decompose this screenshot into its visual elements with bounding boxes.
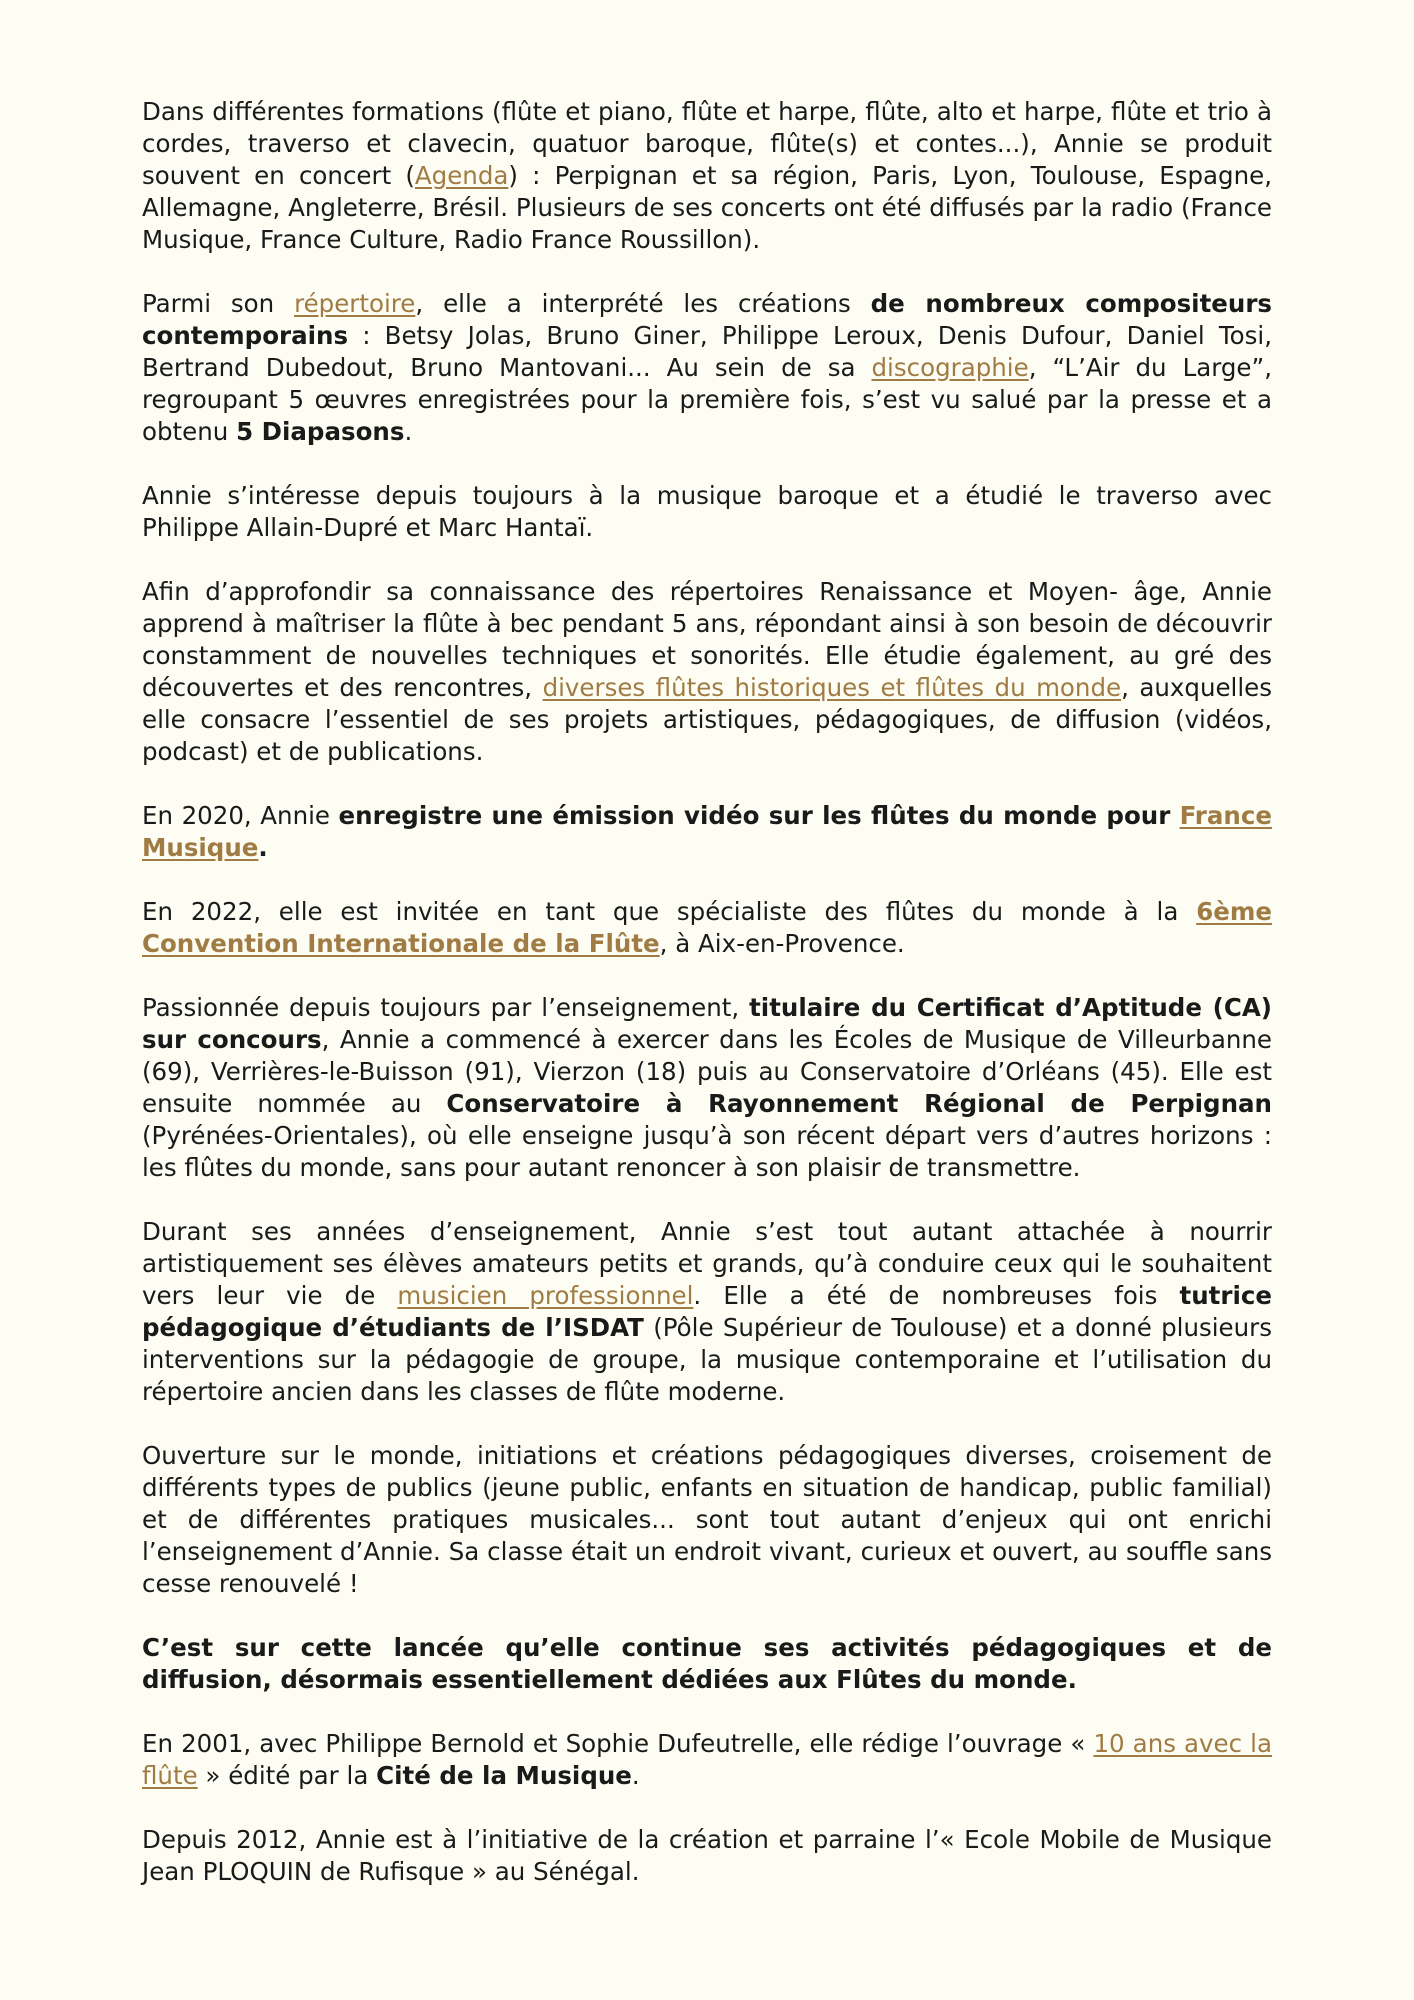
biography-document	[142, 96, 1272, 1888]
paragraph-renaissance	[142, 576, 1272, 768]
paragraph-baroque	[142, 480, 1272, 544]
diapasons-highlight: 5 Diapasons	[236, 417, 405, 446]
paragraph-2001	[142, 1728, 1272, 1792]
text-span: , “L’Air du Large”, regroupant 5 œuvres enregistrées pour la première fois, s’est vu salué par la presse et a obtenu	[142, 353, 1272, 446]
text-span: , auxquelles elle consacre l’essentiel de ses projets artistiques, pédagogiques, de diffusion (vidéos, podcast) et de publications.	[142, 673, 1273, 766]
text-span: Passionnée depuis toujours par l’enseignement,	[142, 993, 750, 1022]
text-span: .	[404, 417, 413, 446]
conservatoire-highlight: Conservatoire à Rayonnement Régional de Perpignan	[446, 1089, 1272, 1118]
text-span: En 2022, elle est invitée en tant que spécialiste des flûtes du monde à la	[142, 897, 1197, 926]
paragraph-students	[142, 1216, 1272, 1408]
paragraph-teaching	[142, 992, 1272, 1184]
cite-musique-highlight: Cité de la Musique	[376, 1761, 632, 1790]
text-span: Afin d’approfondir sa connaissance des répertoires Renaissance et Moyen- âge, Annie apprend à maîtriser la flûte à bec pendant 5 ans, répondant ainsi à son besoin de découvrir constamment de nouvelles techniques et sonorités. Elle étudie également, au gré des découvertes et des rencontres,	[142, 577, 1272, 702]
text-span: Parmi son	[142, 289, 295, 318]
paragraph-concerts	[142, 96, 1272, 256]
composers-highlight: de nombreux compositeurs contemporains	[142, 289, 1273, 350]
text-span: Dans différentes formations (flûte et piano, flûte et harpe, flûte, alto et harpe, flûte et trio à cordes, traverso et clavecin, quatuor baroque, flûte(s) et contes...), Annie se produit souvent en concert (	[142, 97, 1272, 190]
period-bold: .	[258, 833, 268, 862]
paragraph-continuation	[142, 1632, 1272, 1696]
text-span: En 2020, Annie	[142, 801, 339, 830]
text-span: , Annie a commencé à exercer dans les Écoles de Musique de Villeurbanne (69), Verrières-le-Buisson (91), Vierzon (18) puis au Conservatoire d’Orléans (45). Elle est ensuite nommée au	[142, 1025, 1272, 1118]
text-span: : Betsy Jolas, Bruno Giner, Philippe Leroux, Denis Dufour, Daniel Tosi, Bertrand Dubedout, Bruno Mantovani... Au sein de sa	[142, 321, 1272, 382]
text-span: Durant ses années d’enseignement, Annie s’est tout autant attachée à nourrir artistiquement ses élèves amateurs petits et grands, qu’à conduire ceux qui le souhaitent vers leur vie de	[142, 1217, 1272, 1310]
text-span: , à Aix-en-Provence.	[659, 929, 905, 958]
discographie-link[interactable]: discographie	[871, 353, 1029, 382]
convention-link[interactable]: 6ème Convention Internationale de la Flûte	[142, 897, 1272, 958]
paragraph-openness	[142, 1440, 1272, 1600]
agenda-link[interactable]: Agenda	[414, 161, 509, 190]
musicien-professionnel-link[interactable]: musicien professionnel	[397, 1281, 694, 1310]
paragraph-2022	[142, 896, 1272, 960]
text-span: ) : Perpignan et sa région, Paris, Lyon, Toulouse, Espagne, Allemagne, Angleterre, Brésil. Plusieurs de ses concerts ont été diffusés par la radio (France Musique, France Culture, Radio France Roussillon).	[142, 161, 1272, 254]
paragraph-repertoire	[142, 288, 1272, 448]
repertoire-link[interactable]: répertoire	[294, 289, 416, 318]
historical-flutes-link[interactable]: diverses flûtes historiques et flûtes du monde	[542, 673, 1122, 702]
text-span: Ouverture sur le monde, initiations et créations pédagogiques diverses, croisement de différents types de publics (jeune public, enfants en situation de handicap, public familial) et de différentes pratiques musicales... sont tout autant d’enjeux qui ont enrichi l’enseignement d’Annie. Sa classe était un endroit vivant, curieux et ouvert, au souffle sans cesse renouvelé !	[142, 1441, 1272, 1598]
book-link[interactable]: 10 ans avec la flûte	[142, 1729, 1272, 1790]
text-span: Annie s’intéresse depuis toujours à la musique baroque et a étudié le traverso avec Philippe Allain-Dupré et Marc Hantaï.	[142, 481, 1272, 542]
continuation-highlight: C’est sur cette lancée qu’elle continue ses activités pédagogiques et de diffusion, désormais essentiellement dédiées aux Flûtes du monde.	[142, 1633, 1272, 1694]
france-musique-link[interactable]: France Musique	[142, 801, 1272, 862]
text-span: Depuis 2012, Annie est à l’initiative de la création et parraine l’« Ecole Mobile de Musique Jean PLOQUIN de Rufisque » au Sénégal.	[142, 1825, 1272, 1886]
paragraph-2012	[142, 1824, 1272, 1888]
text-span: » édité par la	[197, 1761, 377, 1790]
text-span: . Elle a été de nombreuses fois	[693, 1281, 1180, 1310]
certificate-highlight: titulaire du Certificat d’Aptitude (CA) sur concours	[142, 993, 1272, 1054]
text-span: .	[631, 1761, 640, 1790]
text-span: En 2001, avec Philippe Bernold et Sophie Dufeutrelle, elle rédige l’ouvrage «	[142, 1729, 1094, 1758]
text-span: , elle a interprété les créations	[415, 289, 871, 318]
isdat-highlight: tutrice pédagogique d’étudiants de l’ISDAT	[142, 1281, 1273, 1342]
text-span: (Pôle Supérieur de Toulouse) et a donné plusieurs interventions sur la pédagogie de groupe, la musique contemporaine et l’utilisation du répertoire ancien dans les classes de flûte moderne.	[142, 1313, 1272, 1406]
paragraph-2020	[142, 800, 1272, 864]
text-span: (Pyrénées-Orientales), où elle enseigne jusqu’à son récent départ vers d’autres horizons : les flûtes du monde, sans pour autant renoncer à son plaisir de transmettre.	[142, 1121, 1272, 1182]
video-highlight: enregistre une émission vidéo sur les flûtes du monde pour	[338, 801, 1180, 830]
